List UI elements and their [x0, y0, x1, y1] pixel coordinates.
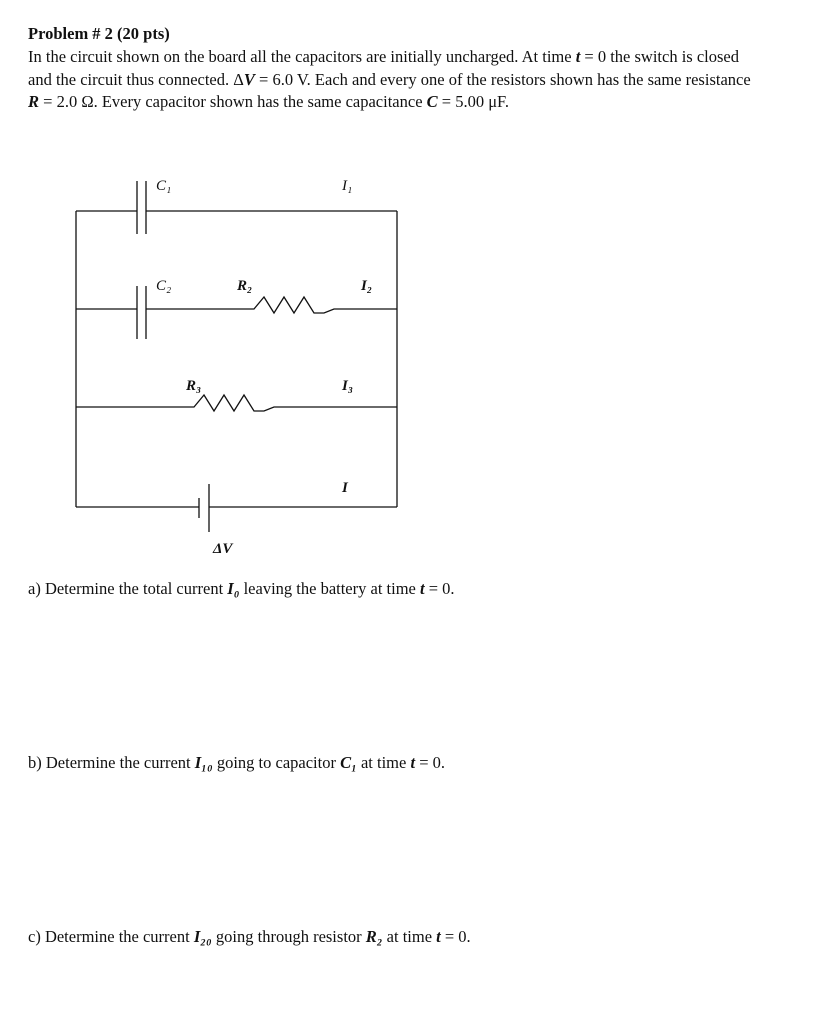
label-i: I [342, 480, 348, 496]
capacitance-symbol: C [426, 92, 438, 111]
question-a [28, 579, 455, 599]
label-c2: C₂ [156, 278, 172, 294]
question-text: at time [382, 927, 437, 946]
question-c [28, 927, 471, 947]
question-text: = 0. [440, 927, 471, 946]
intro-text: = 5.00 μF. [437, 92, 510, 111]
label-i2: I₂ [361, 278, 373, 294]
problem-title: Problem # 2 (20 pts) [28, 24, 170, 43]
voltage-symbol: V [243, 69, 255, 89]
intro-text: = 6.0 V. Each and every one of the resistors shown has the same resistance [254, 69, 751, 89]
label-i3: I₃ [342, 378, 354, 394]
intro-text: In the circuit shown on the board all the capacitors are initially uncharged. At time [28, 47, 576, 66]
current-symbol: I₂₀ [193, 927, 212, 946]
time-symbol: t [575, 47, 581, 66]
current-symbol: I₁₀ [194, 753, 213, 772]
intro-text: and the circuit thus connected. Δ [28, 69, 244, 89]
time-symbol: t [420, 579, 425, 598]
label-c1: C₁ [156, 178, 172, 194]
capacitor-symbol: C₁ [340, 753, 357, 772]
question-text: going to capacitor [212, 753, 341, 772]
question-text: = 0. [415, 753, 445, 772]
question-text: leaving the battery at time [239, 579, 420, 598]
r2-resistor [235, 297, 397, 313]
resistance-symbol: R [28, 92, 40, 111]
time-symbol: t [410, 753, 416, 772]
question-b [28, 753, 445, 773]
intro-text: = 0 the switch is closed [580, 47, 739, 66]
label-delta-v: ΔV [213, 541, 233, 557]
question-text: going through resistor [211, 927, 366, 946]
question-text: c) Determine the current [28, 927, 194, 946]
time-symbol: t [436, 927, 441, 946]
label-r3: R₃ [186, 378, 202, 394]
question-text: = 0. [424, 579, 455, 598]
label-r2: R₂ [237, 278, 253, 294]
label-i1: I₁ [342, 178, 353, 194]
resistor-symbol: R₂ [365, 927, 383, 946]
question-text: b) Determine the current [28, 753, 195, 772]
question-text: at time [356, 753, 411, 772]
question-text: a) Determine the total current [28, 579, 228, 598]
intro-text: = 2.0 Ω. Every capacitor shown has the same capacitance [39, 92, 427, 111]
current-symbol: I₀ [227, 579, 240, 598]
r3-resistor [175, 395, 397, 411]
